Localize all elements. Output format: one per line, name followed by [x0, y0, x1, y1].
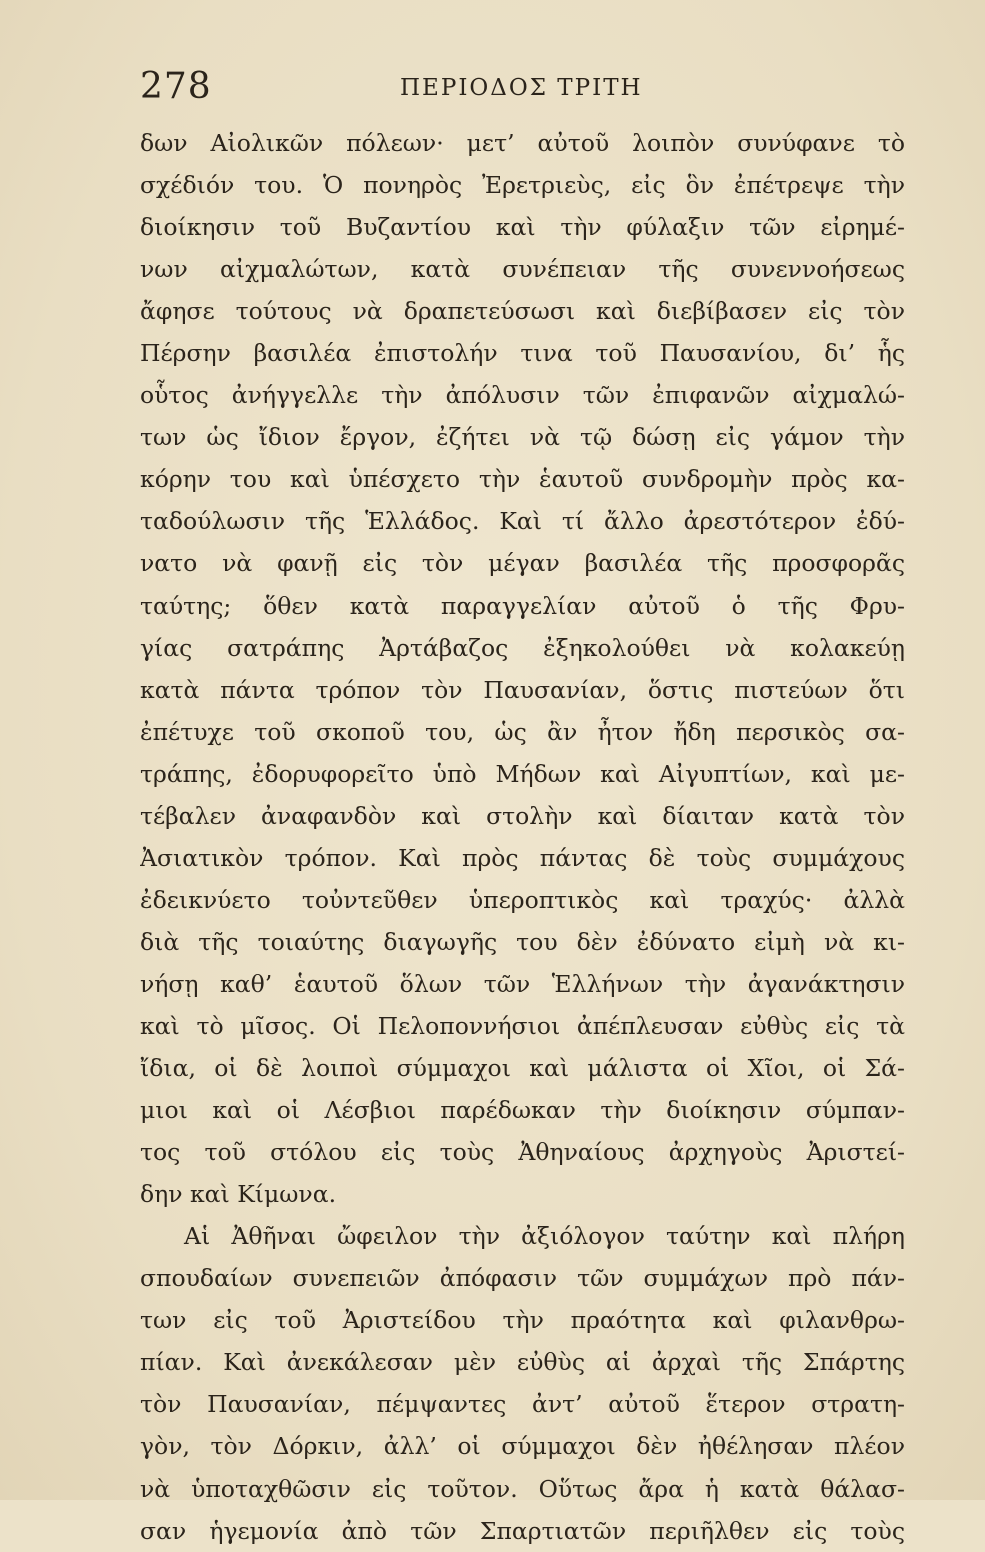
text-line: ἴδια, οἱ δὲ λοιποὶ σύμμαχοι καὶ μάλιστα οἱ Χῖοι, οἱ Σά-: [140, 1054, 905, 1083]
text-line: ἐπέτυχε τοῦ σκοποῦ του, ὡς ἂν ἦτον ἤδη περσικὸς σα-: [140, 717, 905, 746]
text-line: των ὡς ἴδιον ἔργον, ἐζήτει νὰ τῷ δώσῃ εἰς γάμον τὴν: [140, 423, 905, 452]
text-line: γὸν, τὸν Δόρκιν, ἀλλ’ οἱ σύμμαχοι δὲν ἠθέλησαν πλέον: [140, 1432, 905, 1461]
page-number: 278: [140, 66, 212, 107]
text-line: νατο νὰ φανῇ εἰς τὸν μέγαν βασιλέα τῆς προσφορᾶς: [140, 549, 905, 578]
body-text: [140, 122, 905, 1552]
text-line: νων αἰχμαλώτων, κατὰ συνέπειαν τῆς συνεννοήσεως: [140, 255, 905, 284]
paragraph-end-line: δην καὶ Κίμωνα.: [140, 1180, 337, 1209]
text-line: σχέδιόν του. Ὁ πονηρὸς Ἐρετριεὺς, εἰς ὃν ἐπέτρεψε τὴν: [140, 171, 905, 200]
text-line: δων Αἰολικῶν πόλεων· μετ’ αὐτοῦ λοιπὸν συνύφανε τὸ: [140, 129, 905, 157]
page-header: [140, 62, 910, 112]
text-line: τος τοῦ στόλου εἰς τοὺς Ἀθηναίους ἀρχηγοὺς Ἀριστεί-: [140, 1138, 905, 1167]
text-line: τέβαλεν ἀναφανδὸν καὶ στολὴν καὶ δίαιταν κατὰ τὸν: [140, 801, 905, 830]
text-line: σαν ἡγεμονία ἀπὸ τῶν Σπαρτιατῶν περιῆλθεν εἰς τοὺς: [140, 1516, 905, 1545]
text-line: ταύτης; ὅθεν κατὰ παραγγελίαν αὐτοῦ ὁ τῆς Φρυ-: [140, 591, 905, 620]
text-line: Ἀσιατικὸν τρόπον. Καὶ πρὸς πάντας δὲ τοὺς συμμάχους: [140, 843, 905, 872]
text-line: κατὰ πάντα τρόπον τὸν Παυσανίαν, ὅστις πιστεύων ὅτι: [140, 675, 905, 704]
text-line: μιοι καὶ οἱ Λέσβιοι παρέδωκαν τὴν διοίκησιν σύμπαν-: [140, 1096, 905, 1125]
text-line: νὰ ὑποταχθῶσιν εἰς τοῦτον. Οὕτως ἄρα ἡ κατὰ θάλασ-: [140, 1474, 905, 1503]
text-line: τράπης, ἐδορυφορεῖτο ὑπὸ Μήδων καὶ Αἰγυπτίων, καὶ με-: [140, 759, 905, 788]
text-line: των εἰς τοῦ Ἀριστείδου τὴν πραότητα καὶ φιλανθρω-: [140, 1306, 905, 1335]
text-line: τὸν Παυσανίαν, πέμψαντες ἀντ’ αὐτοῦ ἕτερον στρατη-: [140, 1390, 905, 1419]
paragraph-start-line: Αἱ Ἀθῆναι ὤφειλον τὴν ἀξιόλογον ταύτην καὶ πλήρη: [184, 1222, 905, 1251]
text-line: οὗτος ἀνήγγελλε τὴν ἀπόλυσιν τῶν ἐπιφανῶν αἰχμαλώ-: [140, 381, 905, 410]
text-line: γίας σατράπης Ἀρτάβαζος ἐξηκολούθει νὰ κολακεύῃ: [140, 633, 905, 662]
text-line: διὰ τῆς τοιαύτης διαγωγῆς του δὲν ἐδύνατο εἰμὴ νὰ κι-: [140, 927, 905, 956]
text-line: ταδούλωσιν τῆς Ἑλλάδος. Καὶ τί ἄλλο ἀρεστότερον ἐδύ-: [140, 507, 905, 536]
text-line: ἄφησε τούτους νὰ δραπετεύσωσι καὶ διεβίβασεν εἰς τὸν: [140, 297, 905, 326]
text-line: πίαν. Καὶ ἀνεκάλεσαν μὲν εὐθὺς αἱ ἀρχαὶ τῆς Σπάρτης: [140, 1348, 905, 1377]
text-line: καὶ τὸ μῖσος. Οἱ Πελοποννήσιοι ἀπέπλευσαν εὐθὺς εἰς τὰ: [140, 1011, 905, 1040]
text-line: ἐδεικνύετο τοὐντεῦθεν ὑπεροπτικὸς καὶ τραχύς· ἀλλὰ: [140, 885, 905, 914]
text-line: Πέρσην βασιλέα ἐπιστολήν τινα τοῦ Παυσανίου, δι’ ἧς: [140, 339, 905, 368]
text-line: κόρην του καὶ ὑπέσχετο τὴν ἑαυτοῦ συνδρομὴν πρὸς κα-: [140, 465, 905, 494]
text-line: διοίκησιν τοῦ Βυζαντίου καὶ τὴν φύλαξιν τῶν εἰρημέ-: [140, 213, 905, 242]
running-title: ΠΕΡΙΟΔΟΣ ΤΡΙΤΗ: [400, 75, 643, 101]
text-line: νήσῃ καθ’ ἑαυτοῦ ὅλων τῶν Ἑλλήνων τὴν ἀγανάκτησιν: [140, 969, 905, 998]
text-line: σπουδαίων συνεπειῶν ἀπόφασιν τῶν συμμάχων πρὸ πάν-: [140, 1264, 905, 1293]
